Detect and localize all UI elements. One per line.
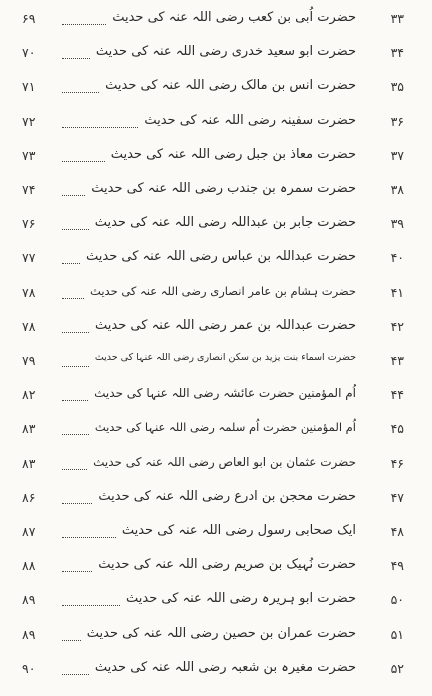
entry-title: حضرت نُہیک بن صریم رضی اللہ عنہ کی حدیث [98,557,356,573]
entry-title: اُم المؤمنین حضرت اُم سلمہ رضی اللہ عنہا کی حدیث [94,420,356,435]
entry-page-number: ۹۰ [22,660,36,676]
entry-title: حضرت اسماء بنت یزید بن سکن انصاری رضی اللہ عنہا کی حدیث [94,352,356,363]
entry-page-number: ۷۸ [22,284,36,300]
dot-leader [62,366,89,367]
dot-leader [62,469,87,470]
entry-title: حضرت معاذ بن جبل رضی اللہ عنہ کی حدیث [110,146,356,162]
entry-number: ۴۸ [390,524,404,539]
dot-leader [62,640,81,641]
entry-page-number: ۸۹ [22,626,36,642]
entry-page-number: ۷۱ [22,79,36,95]
entry-page-number: ۷۰ [22,45,36,61]
entry-number: ۴۳ [390,353,404,368]
toc-entry[interactable] [0,111,432,141]
entry-title: حضرت ابو ہریرہ رضی اللہ عنہ کی حدیث [125,591,356,607]
entry-number: ۳۳ [390,11,404,26]
dot-leader [62,537,116,538]
entry-title: حضرت ہشام بن عامر انصاری رضی اللہ عنہ کی حدیث [90,283,356,298]
toc-entry[interactable] [0,658,432,688]
toc-entry[interactable] [0,247,432,277]
entry-title: حضرت اُبی بن کعب رضی اللہ عنہ کی حدیث [112,10,356,25]
dot-leader [62,58,90,59]
entry-number: ۴۹ [390,558,404,574]
toc-entry[interactable] [0,555,432,585]
entry-page-number: ۷۲ [22,113,36,129]
entry-number: ۴۶ [390,455,404,471]
entry-number: ۴۵ [390,421,404,437]
toc-entry[interactable] [0,42,432,72]
entry-number: ۵۰ [390,592,404,608]
dot-leader [62,229,89,230]
entry-page-number: ۷۳ [22,147,36,163]
entry-number: ۳۷ [390,147,404,163]
entry-page-number: ۶۹ [22,11,36,26]
dot-leader [62,571,92,572]
entry-title: حضرت محجن بن ادرع رضی اللہ عنہ کی حدیث [98,488,356,504]
entry-title: اُم المؤمنین حضرت عائشہ رضی اللہ عنہا کی حدیث [94,386,356,401]
dot-leader [62,605,120,606]
entry-number: ۳۸ [390,182,404,197]
entry-title: حضرت مغیرہ بن شعبہ رضی اللہ عنہ کی حدیث [94,659,356,675]
toc-entry[interactable] [0,384,432,414]
dot-leader [62,503,92,504]
entry-page-number: ۸۹ [22,592,36,608]
entry-number: ۳۵ [390,79,404,95]
entry-number: ۴۰ [390,250,404,266]
dot-leader [62,127,138,128]
dot-leader [62,263,80,264]
toc-entry[interactable] [0,418,432,448]
entry-number: ۵۲ [390,660,404,676]
dot-leader [62,400,88,401]
dot-leader [62,674,89,675]
toc-entry[interactable] [0,487,432,517]
entry-title: حضرت سمرہ بن جندب رضی اللہ عنہ کی حدیث [91,181,356,196]
toc-entry[interactable] [0,350,432,380]
entry-page-number: ۸۳ [22,421,36,437]
entry-number: ۳۶ [390,113,404,129]
toc-entry[interactable] [0,521,432,551]
toc-entry[interactable] [0,8,432,38]
entry-number: ۳۹ [390,216,404,232]
dot-leader [62,24,106,25]
dot-leader [62,332,89,333]
entry-title: حضرت انس بن مالک رضی اللہ عنہ کی حدیث [105,78,356,94]
entry-title: ایک صحابی رسول رضی اللہ عنہ کی حدیث [121,523,356,538]
entry-page-number: ۸۲ [22,387,36,403]
dot-leader [62,434,89,435]
entry-title: حضرت ابو سعید خدری رضی اللہ عنہ کی حدیث [95,44,356,60]
entry-page-number: ۸۷ [22,524,36,539]
toc-entry[interactable] [0,213,432,243]
entry-page-number: ۸۸ [22,558,36,574]
entry-number: ۵۱ [390,626,404,642]
toc-entry[interactable] [0,145,432,175]
entry-title: حضرت عبداللہ بن عمر رضی اللہ عنہ کی حدیث [95,317,356,333]
entry-number: ۴۲ [390,318,404,334]
entry-number: ۴۴ [390,387,404,403]
entry-page-number: ۷۹ [22,353,36,368]
entry-title: حضرت سفینہ رضی اللہ عنہ کی حدیث [144,112,356,128]
entry-title: حضرت عبداللہ بن عباس رضی اللہ عنہ کی حدیث [85,249,356,265]
toc-entry[interactable] [0,589,432,619]
entry-title: حضرت جابر بن عبداللہ رضی اللہ عنہ کی حدیث [94,215,356,231]
entry-number: ۴۷ [390,489,404,505]
dot-leader [62,298,84,299]
entry-number: ۳۴ [390,45,404,61]
toc-entry[interactable] [0,179,432,209]
dot-leader [62,92,99,93]
toc-entry[interactable] [0,453,432,483]
entry-page-number: ۸۳ [22,455,36,471]
toc-entry[interactable] [0,624,432,654]
entry-page-number: ۷۴ [22,182,36,197]
toc-entry[interactable] [0,76,432,106]
entry-number: ۴۱ [390,284,404,300]
entry-page-number: ۷۶ [22,216,36,232]
dot-leader [62,195,85,196]
entry-title: حضرت عمران بن حصین رضی اللہ عنہ کی حدیث [86,625,356,641]
entry-page-number: ۷۸ [22,318,36,334]
dot-leader [62,161,105,162]
entry-title: حضرت عثمان بن ابو العاص رضی اللہ عنہ کی حدیث [93,454,356,469]
entry-page-number: ۸۶ [22,489,36,505]
toc-entry[interactable] [0,316,432,346]
entry-page-number: ۷۷ [22,250,36,266]
toc-entry[interactable] [0,282,432,312]
